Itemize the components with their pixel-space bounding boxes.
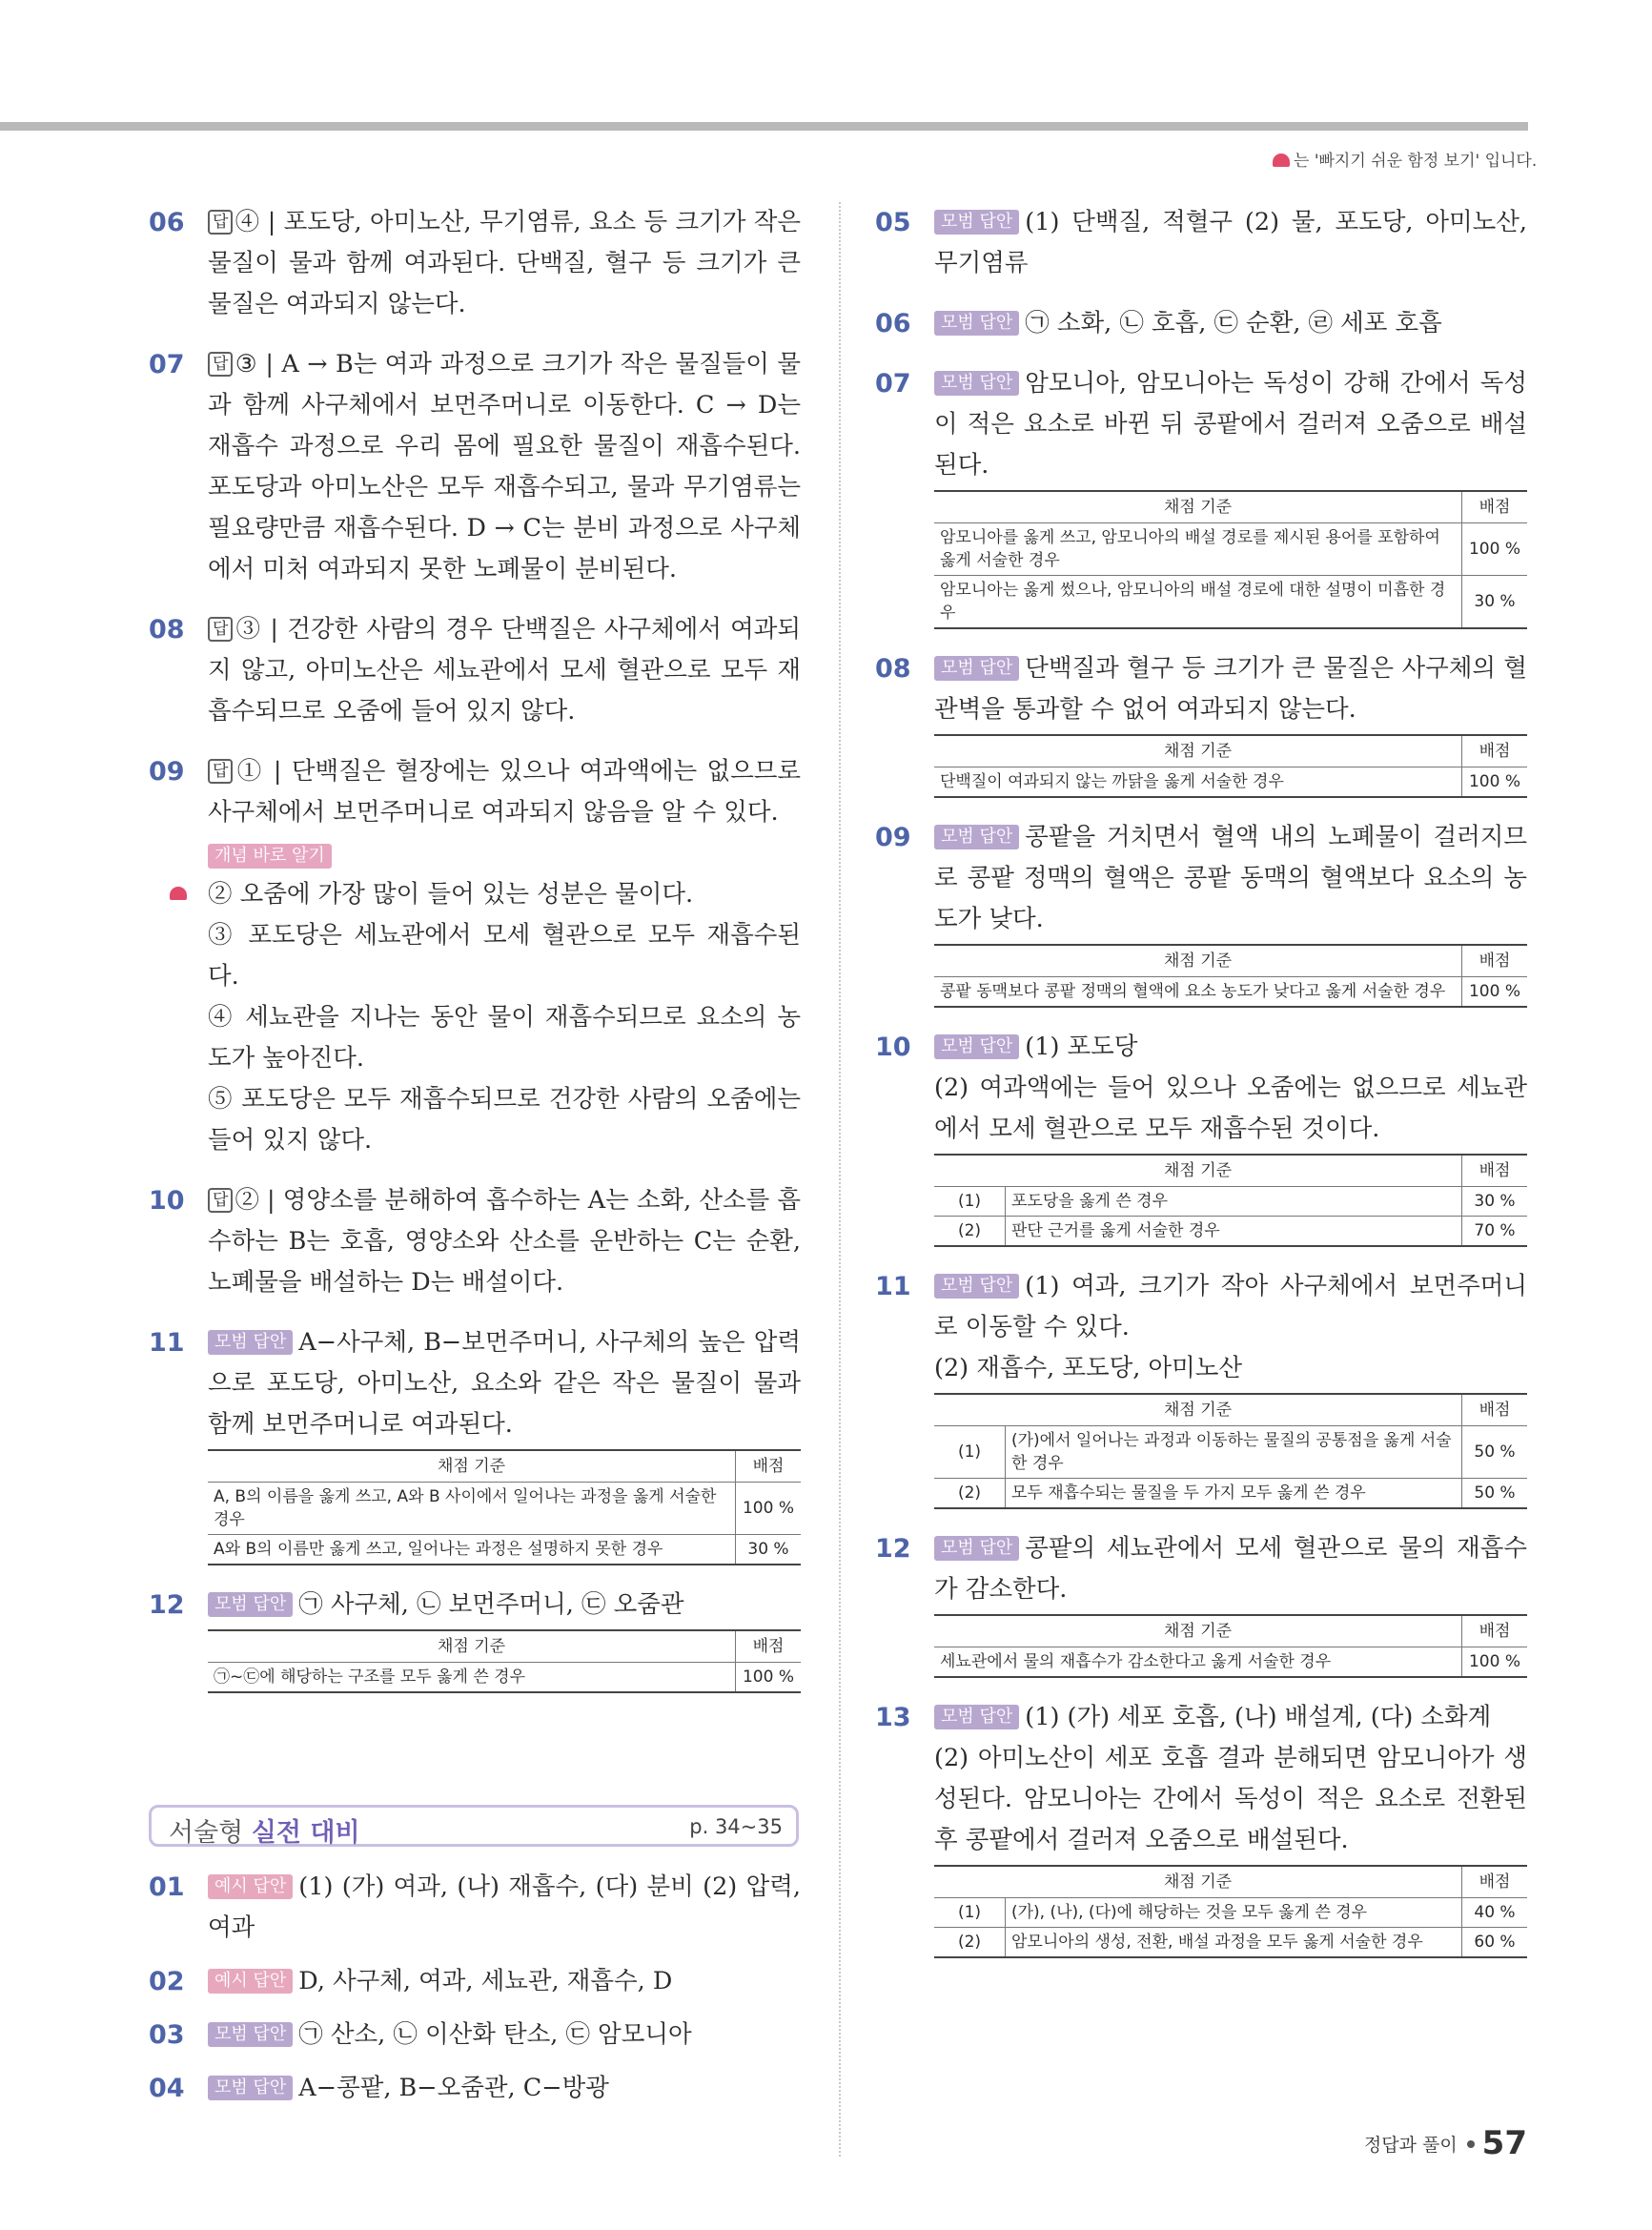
answer-mark: 답 bbox=[208, 759, 233, 784]
page-footer bbox=[1364, 2124, 1527, 2162]
grading-table bbox=[934, 1865, 1527, 1958]
table-header: 채점 기준 bbox=[934, 735, 1462, 767]
answer-text-2: (2) 재흡수, 포도당, 아미노산 bbox=[934, 1354, 1242, 1382]
sub-cell: (1) bbox=[934, 1426, 1006, 1479]
grading-table bbox=[208, 1449, 801, 1565]
answer-06 bbox=[875, 303, 1527, 344]
score-cell: 50 % bbox=[1462, 1426, 1528, 1479]
model-answer-badge: 모범 답안 bbox=[934, 825, 1019, 849]
table-header: 배점 bbox=[1462, 1615, 1528, 1647]
point-text: ⑤ 포도당은 모두 재흡수되므로 건강한 사람의 오줌에는 들어 있지 않다. bbox=[208, 1085, 801, 1155]
question-number: 08 bbox=[875, 654, 911, 684]
score-cell: 100 % bbox=[1462, 1647, 1528, 1678]
example-answer-badge: 예시 답안 bbox=[208, 1969, 293, 1994]
question-number: 09 bbox=[875, 823, 911, 852]
point-item bbox=[208, 1079, 801, 1161]
table-header: 배점 bbox=[736, 1630, 802, 1663]
table-row bbox=[934, 1898, 1527, 1928]
grading-table bbox=[934, 944, 1527, 1008]
table-row bbox=[208, 1483, 801, 1535]
answer-10 bbox=[875, 1027, 1527, 1247]
table-header: 채점 기준 bbox=[934, 1615, 1462, 1647]
answer-mark: 답 bbox=[208, 617, 233, 642]
answer-07 bbox=[875, 363, 1527, 629]
alarm-icon bbox=[1273, 153, 1290, 167]
grading-table bbox=[934, 734, 1527, 798]
answer-text: A−사구체, B−보먼주머니, 사구체의 높은 압력으로 포도당, 아미노산, 요소와 같은 작은 물질이 물과 함께 보먼주머니로 여과된다. bbox=[208, 1328, 801, 1439]
answer-text: ④ | 포도당, 아미노산, 무기염류, 요소 등 크기가 작은 물질이 물과 함께 여과된다. 단백질, 혈구 등 크기가 큰 물질은 여과되지 않는다. bbox=[208, 208, 801, 318]
point-text: ② 오줌에 가장 많이 들어 있는 성분은 물이다. bbox=[208, 880, 694, 909]
score-cell: 100 % bbox=[1462, 977, 1528, 1008]
question-number: 07 bbox=[149, 350, 185, 379]
answer-text: 암모니아, 암모니아는 독성이 강해 간에서 독성이 적은 요소로 바뀐 뒤 콩팥에서 걸러져 오줌으로 배설된다. bbox=[934, 369, 1527, 480]
bullet-icon bbox=[1467, 2140, 1475, 2148]
table-header: 배점 bbox=[1462, 491, 1528, 523]
model-answer-badge: 모범 답안 bbox=[934, 1034, 1019, 1059]
score-cell: 70 % bbox=[1462, 1217, 1528, 1247]
answer-text: ① | 단백질은 혈장에는 있으나 여과액에는 없으므로 사구체에서 보먼주머니로 여과되지 않음을 알 수 있다. bbox=[208, 757, 801, 827]
answer-text: (1) 포도당 bbox=[1025, 1033, 1138, 1061]
table-row bbox=[934, 1928, 1527, 1958]
table-row bbox=[208, 1663, 801, 1693]
model-answer-badge: 모범 답안 bbox=[934, 1705, 1019, 1729]
answer-text: (1) (가) 세포 호흡, (나) 배설계, (다) 소화계 bbox=[1025, 1703, 1492, 1731]
answer-09 bbox=[149, 751, 801, 1161]
grading-table bbox=[934, 1614, 1527, 1678]
model-answer-badge: 모범 답안 bbox=[208, 2076, 293, 2100]
question-number: 01 bbox=[149, 1872, 185, 1902]
table-row bbox=[934, 1217, 1527, 1247]
table-header: 배점 bbox=[1462, 1394, 1528, 1426]
legend-text: 는 '빠지기 쉬운 함정 보기' 입니다. bbox=[1294, 152, 1538, 171]
table-header: 배점 bbox=[1462, 735, 1528, 767]
sub-cell: (2) bbox=[934, 1928, 1006, 1958]
question-number: 08 bbox=[149, 615, 185, 644]
question-number: 12 bbox=[149, 1590, 185, 1620]
section-title bbox=[169, 1811, 360, 1849]
table-row bbox=[934, 1187, 1527, 1217]
point-item bbox=[208, 997, 801, 1079]
answer-11 bbox=[149, 1322, 801, 1565]
table-header: 배점 bbox=[1462, 945, 1528, 977]
score-cell: 100 % bbox=[736, 1663, 802, 1693]
alarm-icon bbox=[170, 887, 187, 900]
score-cell: 30 % bbox=[1462, 1187, 1528, 1217]
model-answer-badge: 모범 답안 bbox=[934, 210, 1019, 235]
top-rule bbox=[0, 122, 1528, 131]
criterion-cell: 콩팥 동맥보다 콩팥 정맥의 혈액에 요소 농도가 낮다고 옳게 서술한 경우 bbox=[934, 977, 1462, 1008]
answer-12 bbox=[149, 1585, 801, 1693]
question-number: 11 bbox=[875, 1272, 911, 1301]
sub-cell: (1) bbox=[934, 1187, 1006, 1217]
criterion-cell: 모두 재흡수되는 물질을 두 가지 모두 옳게 쓴 경우 bbox=[1006, 1479, 1462, 1509]
question-number: 04 bbox=[149, 2074, 185, 2103]
concept-badge: 개념 바로 알기 bbox=[208, 844, 332, 869]
question-number: 09 bbox=[149, 757, 185, 787]
answer-text-2: (2) 아미노산이 세포 호흡 결과 분해되면 암모니아가 생성된다. 암모니아는 간에서 독성이 적은 요소로 전환된 후 콩팥에서 걸러져 오줌으로 배설된다. bbox=[934, 1744, 1527, 1854]
score-cell: 50 % bbox=[1462, 1479, 1528, 1509]
grading-table bbox=[208, 1629, 801, 1693]
answer-08 bbox=[875, 648, 1527, 798]
answer-mark: 답 bbox=[208, 1188, 233, 1213]
question-number: 06 bbox=[149, 208, 185, 237]
answer-07 bbox=[149, 344, 801, 590]
question-number: 11 bbox=[149, 1328, 185, 1358]
table-header: 배점 bbox=[736, 1450, 802, 1483]
criterion-cell: ㉠~㉢에 해당하는 구조를 모두 옳게 쓴 경우 bbox=[208, 1663, 736, 1693]
model-answer-badge: 모범 답안 bbox=[208, 1592, 293, 1617]
point-text: ④ 세뇨관을 지나는 동안 물이 재흡수되므로 요소의 농도가 높아진다. bbox=[208, 1003, 801, 1073]
criterion-cell: A, B의 이름을 옳게 쓰고, A와 B 사이에서 일어나는 과정을 옳게 서술한 경우 bbox=[208, 1483, 736, 1535]
answer-01 bbox=[149, 1867, 801, 1949]
answer-09 bbox=[875, 817, 1527, 1008]
answer-text: ③ | 건강한 사람의 경우 단백질은 사구체에서 여과되지 않고, 아미노산은 세뇨관에서 모세 혈관으로 모두 재흡수되므로 오줌에 들어 있지 않다. bbox=[208, 615, 801, 726]
page-number: 57 bbox=[1481, 2124, 1527, 2162]
score-cell: 30 % bbox=[1462, 576, 1528, 629]
table-row bbox=[934, 523, 1527, 576]
score-cell: 100 % bbox=[1462, 523, 1528, 576]
score-cell: 100 % bbox=[1462, 767, 1528, 798]
model-answer-badge: 모범 답안 bbox=[934, 311, 1019, 336]
table-header: 채점 기준 bbox=[934, 1866, 1462, 1898]
table-row bbox=[934, 1426, 1527, 1479]
model-answer-badge: 모범 답안 bbox=[934, 1536, 1019, 1561]
model-answer-badge: 모범 답안 bbox=[934, 1274, 1019, 1299]
model-answer-badge: 모범 답안 bbox=[208, 2022, 293, 2047]
answer-text: (1) 단백질, 적혈구 (2) 물, 포도당, 아미노산, 무기염류 bbox=[934, 208, 1527, 277]
criterion-cell: 암모니아의 생성, 전환, 배설 과정을 모두 옳게 서술한 경우 bbox=[1006, 1928, 1462, 1958]
criterion-cell: 포도당을 옳게 쓴 경우 bbox=[1006, 1187, 1462, 1217]
answer-text: 콩팥의 세뇨관에서 모세 혈관으로 물의 재흡수가 감소한다. bbox=[934, 1534, 1527, 1604]
table-header: 배점 bbox=[1462, 1155, 1528, 1187]
left-column bbox=[149, 202, 801, 1712]
sub-cell: (2) bbox=[934, 1479, 1006, 1509]
table-row bbox=[934, 576, 1527, 629]
section-page-ref: p. 34~35 bbox=[689, 1815, 783, 1838]
answer-text: ㉠ 산소, ㉡ 이산화 탄소, ㉢ 암모니아 bbox=[298, 2020, 692, 2049]
answer-06 bbox=[149, 202, 801, 325]
answer-08 bbox=[149, 609, 801, 732]
sub-cell: (2) bbox=[934, 1217, 1006, 1247]
right-column bbox=[875, 202, 1527, 1977]
example-answer-badge: 예시 답안 bbox=[208, 1874, 293, 1899]
table-header: 채점 기준 bbox=[934, 1394, 1462, 1426]
table-row bbox=[934, 977, 1527, 1008]
question-number: 02 bbox=[149, 1967, 185, 1996]
question-number: 06 bbox=[875, 309, 911, 338]
criterion-cell: 암모니아는 옳게 썼으나, 암모니아의 배설 경로에 대한 설명이 미흡한 경우 bbox=[934, 576, 1462, 629]
question-number: 10 bbox=[149, 1186, 185, 1216]
table-header: 채점 기준 bbox=[208, 1630, 736, 1663]
criterion-cell: (가)에서 일어나는 과정과 이동하는 물질의 공통점을 옳게 서술한 경우 bbox=[1006, 1426, 1462, 1479]
question-number: 05 bbox=[875, 208, 911, 237]
grading-table bbox=[934, 1393, 1527, 1509]
table-header: 배점 bbox=[1462, 1866, 1528, 1898]
table-row bbox=[934, 1647, 1527, 1678]
left-bottom-column bbox=[149, 1867, 801, 2121]
table-header: 채점 기준 bbox=[934, 1155, 1462, 1187]
table-row bbox=[208, 1535, 801, 1565]
criterion-cell: 세뇨관에서 물의 재흡수가 감소한다고 옳게 서술한 경우 bbox=[934, 1647, 1462, 1678]
point-item bbox=[208, 874, 801, 915]
table-header: 채점 기준 bbox=[934, 491, 1462, 523]
answer-text: ㉠ 소화, ㉡ 호흡, ㉢ 순환, ㉣ 세포 호흡 bbox=[1025, 309, 1442, 338]
answer-10 bbox=[149, 1180, 801, 1303]
answer-text: ㉠ 사구체, ㉡ 보먼주머니, ㉢ 오줌관 bbox=[298, 1590, 684, 1619]
model-answer-badge: 모범 답안 bbox=[934, 371, 1019, 396]
point-text: ③ 포도당은 세뇨관에서 모세 혈관으로 모두 재흡수된다. bbox=[208, 921, 801, 991]
table-row bbox=[934, 767, 1527, 798]
score-cell: 30 % bbox=[736, 1535, 802, 1565]
score-cell: 100 % bbox=[736, 1483, 802, 1535]
criterion-cell: 암모니아를 옳게 쓰고, 암모니아의 배설 경로를 제시된 용어를 포함하여 옳게 서술한 경우 bbox=[934, 523, 1462, 576]
sub-cell: (1) bbox=[934, 1898, 1006, 1928]
model-answer-badge: 모범 답안 bbox=[934, 656, 1019, 681]
point-item bbox=[208, 915, 801, 997]
criterion-cell: A와 B의 이름만 옳게 쓰고, 일어나는 과정은 설명하지 못한 경우 bbox=[208, 1535, 736, 1565]
table-row bbox=[934, 1479, 1527, 1509]
answer-text: A−콩팥, B−오줌관, C−방광 bbox=[298, 2074, 609, 2102]
answer-text: D, 사구체, 여과, 세뇨관, 재흡수, D bbox=[298, 1967, 673, 1995]
score-cell: 40 % bbox=[1462, 1898, 1528, 1928]
answer-text-2: (2) 여과액에는 들어 있으나 오줌에는 없으므로 세뇨관에서 모세 혈관으로 모두 재흡수된 것이다. bbox=[934, 1074, 1527, 1143]
section-title-b: 실전 대비 bbox=[251, 1818, 360, 1848]
answer-text: ③ | A → B는 여과 과정으로 크기가 작은 물질들이 물과 함께 사구체에서 보먼주머니로 이동한다. C → D는 재흡수 과정으로 우리 몸에 필요한 물질이 재흡수된다. 포도당과 아미노산은 모두 재흡수되고, 물과 무기염류는 필요량만큼 재흡수된다. D → C는 분비 과정으로 사구체에서 미처 여과되지 못한 노폐물이 분비된다. bbox=[208, 350, 801, 583]
criterion-cell: 단백질이 여과되지 않는 까닭을 옳게 서술한 경우 bbox=[934, 767, 1462, 798]
grading-table bbox=[934, 490, 1527, 629]
question-number: 07 bbox=[875, 369, 911, 399]
grading-table bbox=[934, 1154, 1527, 1247]
question-number: 13 bbox=[875, 1703, 911, 1732]
model-answer-badge: 모범 답안 bbox=[208, 1330, 293, 1355]
answer-11 bbox=[875, 1266, 1527, 1509]
criterion-cell: (가), (나), (다)에 해당하는 것을 모두 옳게 쓴 경우 bbox=[1006, 1898, 1462, 1928]
footer-label: 정답과 풀이 bbox=[1363, 2135, 1458, 2156]
answer-text: (1) (가) 여과, (나) 재흡수, (다) 분비 (2) 압력, 여과 bbox=[208, 1872, 801, 1942]
column-divider bbox=[839, 202, 841, 2157]
trap-legend bbox=[1273, 147, 1537, 171]
table-header: 채점 기준 bbox=[208, 1450, 736, 1483]
answer-mark: 답 bbox=[208, 352, 233, 377]
answer-04 bbox=[149, 2068, 801, 2109]
question-number: 03 bbox=[149, 2020, 185, 2050]
question-number: 12 bbox=[875, 1534, 911, 1564]
table-header: 채점 기준 bbox=[934, 945, 1462, 977]
answer-text: (1) 여과, 크기가 작아 사구체에서 보먼주머니로 이동할 수 있다. bbox=[934, 1272, 1527, 1341]
section-title-a: 서술형 bbox=[169, 1818, 244, 1848]
answer-text: 단백질과 혈구 등 크기가 큰 물질은 사구체의 혈관벽을 통과할 수 없어 여과되지 않는다. bbox=[934, 654, 1527, 724]
answer-text: ② | 영양소를 분해하여 흡수하는 A는 소화, 산소를 흡수하는 B는 호흡, 영양소와 산소를 운반하는 C는 순환, 노폐물을 배설하는 D는 배설이다. bbox=[208, 1186, 801, 1297]
answer-mark: 답 bbox=[208, 210, 233, 235]
answer-13 bbox=[875, 1697, 1527, 1958]
answer-05 bbox=[875, 202, 1527, 284]
answer-02 bbox=[149, 1961, 801, 2002]
answer-03 bbox=[149, 2015, 801, 2056]
question-number: 10 bbox=[875, 1033, 911, 1062]
score-cell: 60 % bbox=[1462, 1928, 1528, 1958]
criterion-cell: 판단 근거를 옳게 서술한 경우 bbox=[1006, 1217, 1462, 1247]
section-header bbox=[149, 1805, 799, 1847]
answer-text: 콩팥을 거치면서 혈액 내의 노폐물이 걸러지므로 콩팥 정맥의 혈액은 콩팥 동맥의 혈액보다 요소의 농도가 낮다. bbox=[934, 823, 1527, 933]
answer-12 bbox=[875, 1528, 1527, 1678]
